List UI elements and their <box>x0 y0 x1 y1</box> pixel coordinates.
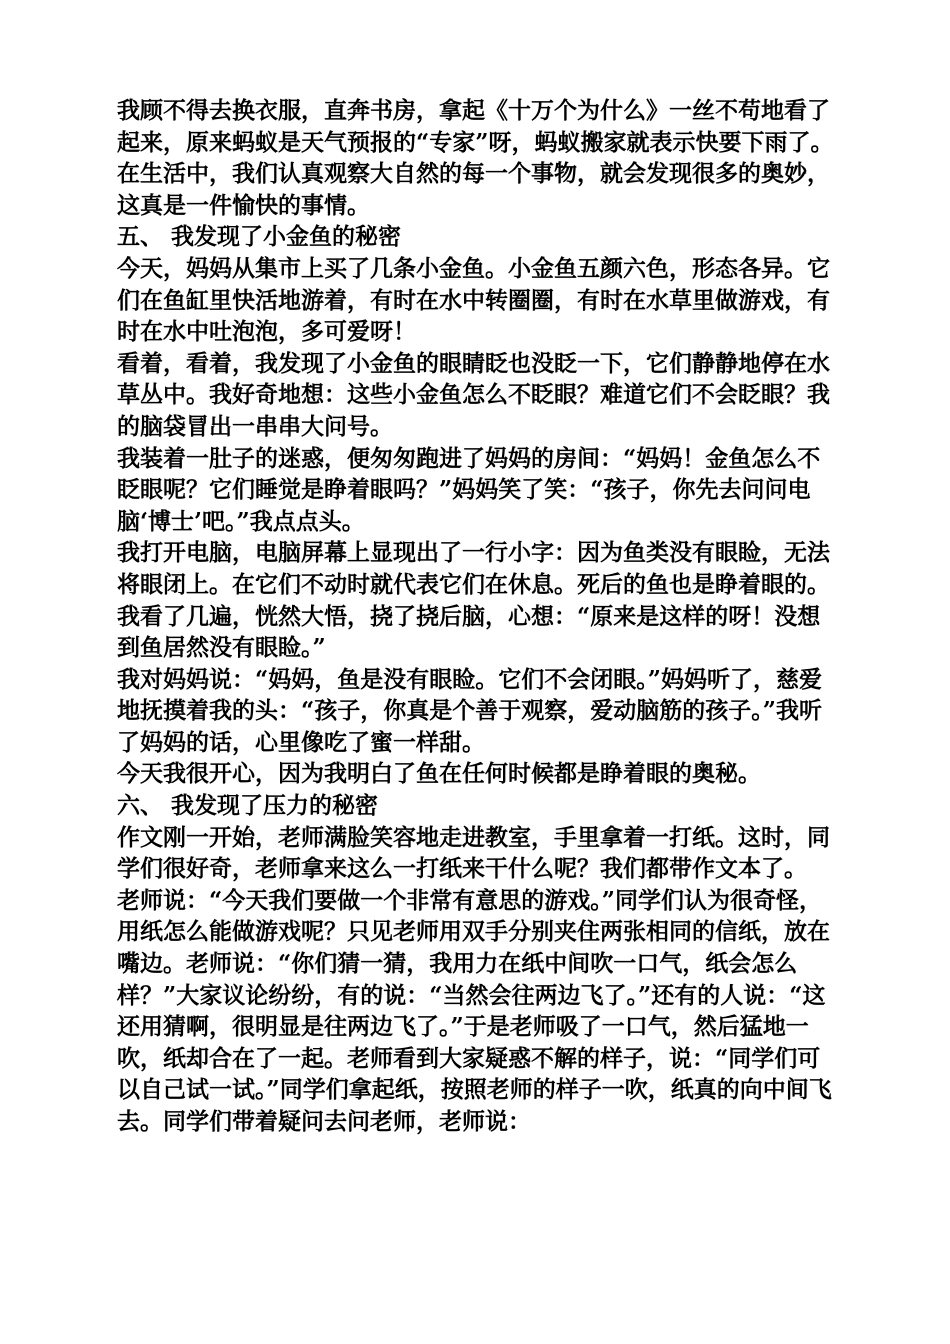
section-heading-goldfish: 五、 我发现了小金鱼的秘密 <box>117 223 402 251</box>
paragraph-teacher-paper: 作文刚一开始，老师满脸笑容地走进教室，手里拿着一打纸。这时，同学们很好奇，老师拿来这么一打纸来干什么呢？我们都带作文本了。 <box>117 823 830 883</box>
paragraph-computer-answer: 我打开电脑，电脑屏幕上显现出了一行小字：因为鱼类没有眼睑，无法将眼闭上。在它们不动时就代表它们在休息。死后的鱼也是睁着眼的。我看了几遍，恍然大悟，挠了挠后脑，心想：“原来是这样的呀！没想到鱼居然没有眼睑。” <box>117 539 830 662</box>
section-heading-pressure: 六、 我发现了压力的秘密 <box>117 792 379 820</box>
paragraph-ant-weather: 我顾不得去换衣服，直奔书房，拿起《十万个为什么》一丝不苟地看了起来，原来蚂蚁是天气预报的“专家”呀，蚂蚁搬家就表示快要下雨了。 <box>117 97 834 156</box>
paragraph-goldfish-bought: 今天，妈妈从集市上买了几条小金鱼。小金鱼五颜六色，形态各异。它们在鱼缸里快活地游着，有时在水中转圈圈，有时在水草里做游戏，有时在水中吐泡泡，多可爱呀！ <box>117 254 830 346</box>
paragraph-tell-mom: 我对妈妈说：“妈妈，鱼是没有眼睑。它们不会闭眼。”妈妈听了，慈爱地抚摸着我的头：“孩子，你真是个善于观察，爱动脑筋的孩子。”我听了妈妈的话，心里像吃了蜜一样甜。 <box>117 665 822 756</box>
paragraph-paper-game: 老师说：“今天我们要做一个非常有意思的游戏。”同学们认为很奇怪，用纸怎么能做游戏呢？只见老师用双手分别夹住两张相同的信纸，放在嘴边。老师说：“你们猜一猜，我用力在纸中间吹一口气，纸会怎么样？”大家议论纷纷，有的说：“当然会往两边飞了。”还有的人说：“这还用猜啊，很明显是往两边飞了。”于是老师吸了一口气，然后猛地一吹，纸却合在了一起。老师看到大家疑惑不解的样子，说：“同学们可以自己试一试。”同学们拿起纸，按照老师的样子一吹，纸真的向中间飞去。同学们带着疑问去问老师，老师说： <box>117 886 832 1135</box>
paragraph-nature-observation: 在生活中，我们认真观察大自然的每一个事物，就会发现很多的奥妙，这真是一件愉快的事情。 <box>117 160 830 219</box>
paragraph-happy-today: 今天我很开心，因为我明白了鱼在任何时候都是睁着眼的奥秘。 <box>117 760 761 788</box>
paragraph-ask-mom: 我装着一肚子的迷惑，便匆匆跑进了妈妈的房间：“妈妈！金鱼怎么不眨眼呢？它们睡觉是睁着眼吗？”妈妈笑了笑：“孩子，你先去问问电脑‘博士’吧。”我点点头。 <box>117 444 821 535</box>
paragraph-goldfish-no-blink: 看着，看着，我发现了小金鱼的眼睛眨也没眨一下，它们静静地停在水草丛中。我好奇地想：这些小金鱼怎么不眨眼？难道它们不会眨眼？我的脑袋冒出一串串大问号。 <box>117 349 830 440</box>
document-page <box>117 95 837 1138</box>
